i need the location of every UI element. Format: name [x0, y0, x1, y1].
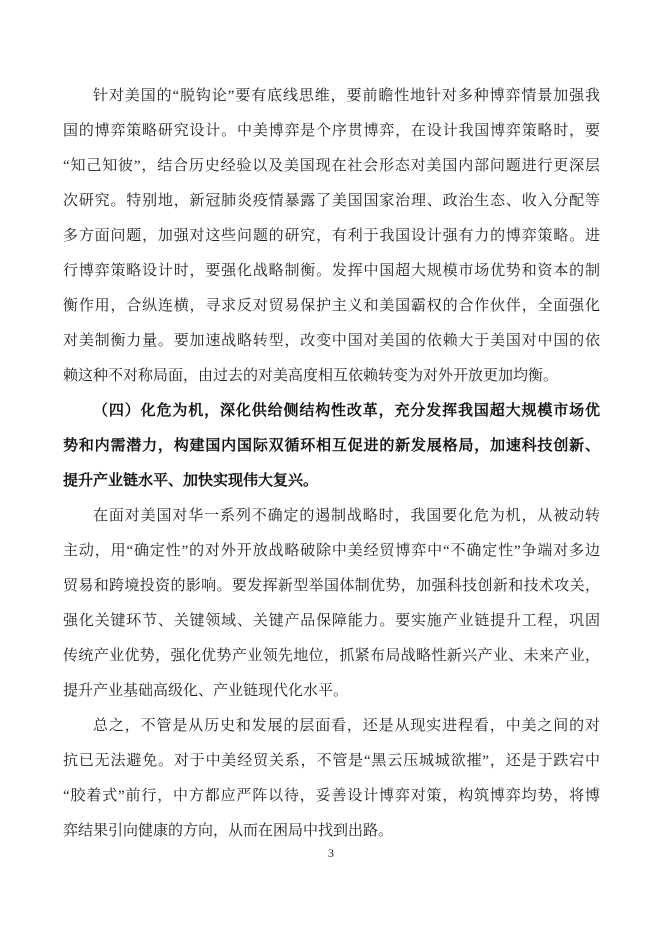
text-line: 强化关键环节、关键领域、关键产品保障能力。要实施产业链提升工程，巩固	[63, 613, 600, 629]
paragraph	[63, 709, 600, 849]
text-line: 针对美国的“脱钩论”要有底线思维，要前瞻性地针对多种博弈情景加强我	[93, 88, 600, 104]
text-line: 传统产业优势，强化优势产业领先地位，抓紧布局战略性新兴产业、未来产业，	[63, 648, 600, 664]
text-line: 弈结果引向健康的方向，从而在困局中找到出路。	[63, 823, 394, 839]
text-line: 衡作用，合纵连横，寻求反对贸易保护主义和美国霸权的合作伙伴，全面强化	[63, 298, 600, 314]
text-line: 在面对美国对华一系列不确定的遏制战略时，我国要化危为机，从被动转	[93, 508, 600, 524]
text-line: 国的博弈策略研究设计。中美博弈是个序贯博弈，在设计我国博弈策略时，要	[63, 123, 600, 139]
text-line: 抗已无法避免。对于中美经贸关系，不管是“黑云压城城欲摧”，还是于跌宕中	[63, 753, 600, 769]
text-line: 次研究。特别地，新冠肺炎疫情暴露了美国国家治理、政治生态、收入分配等	[63, 193, 600, 209]
heading-line: 提升产业链水平、加快实现伟大复兴。	[63, 473, 319, 489]
text-line: “胶着式”前行，中方都应严阵以待，妥善设计博弈对策，构筑博弈均势，将博	[63, 788, 600, 804]
text-line: 贸易和跨境投资的影响。要发挥新型举国体制优势，加强科技创新和技术攻关，	[63, 578, 600, 594]
text-line: “知己知彼”，结合历史经验以及美国现在社会形态对美国内部问题进行更深层	[63, 158, 600, 174]
text-line: 总之，不管是从历史和发展的层面看，还是从现实进程看，中美之间的对	[93, 718, 600, 734]
text-line: 对美制衡力量。要加速战略转型，改变中国对美国的依赖大于美国对中国的依	[63, 333, 600, 349]
page-number: 3	[328, 846, 334, 860]
heading-line: 势和内需潜力，构建国内国际双循环相互促进的新发展格局，加速科技创新、	[63, 438, 600, 454]
text-line: 赖这种不对称局面，由过去的对美高度相互依赖转变为对外开放更加均衡。	[63, 368, 559, 384]
text-line: 主动，用“确定性”的对外开放战略破除中美经贸博弈中“不确定性”争端对多边	[63, 543, 600, 559]
heading-line: （四）化危为机，深化供给侧结构性改革，充分发挥我国超大规模市场优	[93, 403, 600, 419]
text-line: 提升产业基础高级化、产业链现代化水平。	[63, 683, 349, 699]
paragraph	[63, 79, 600, 394]
text-line: 行博弈策略设计时，要强化战略制衡。发挥中国超大规模市场优势和资本的制	[63, 263, 600, 279]
paragraph	[63, 499, 600, 709]
text-line: 多方面问题，加强对这些问题的研究，有利于我国设计强有力的博弈策略。进	[63, 228, 600, 244]
document-body	[63, 79, 600, 849]
section-heading	[63, 394, 600, 499]
